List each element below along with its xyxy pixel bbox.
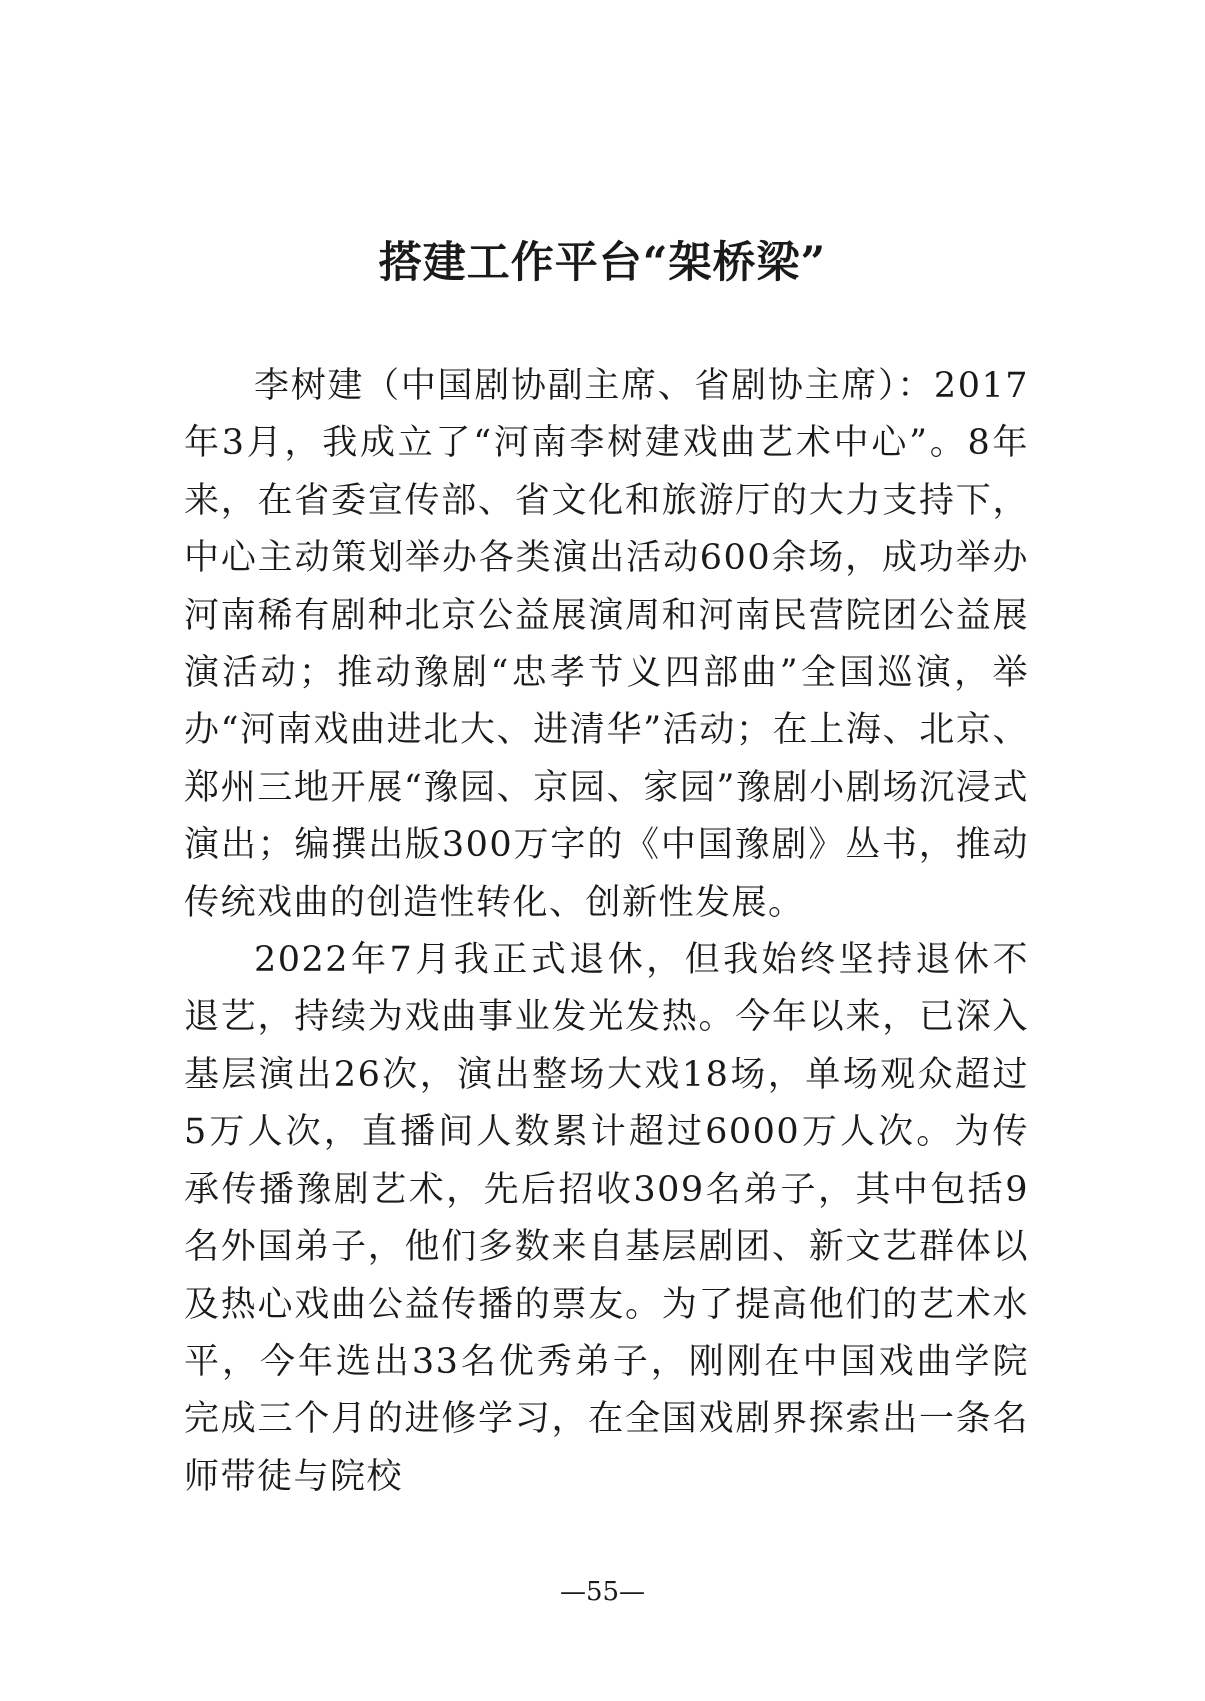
paragraph: 2022年7月我正式退休，但我始终坚持退休不退艺，持续为戏曲事业发光发热。今年以来，已深入基层演出26次，演出整场大戏18场，单场观众超过5万人次，直播间人数累计超过6000万人次。为传承传播豫剧艺术，先后招收309名弟子，其中包括9名外国弟子，他们多数来自基层剧团、新文艺群体以及热心戏曲公益传播的票友。为了提高他们的艺术水平，今年选出33名优秀弟子，刚刚在中国戏曲学院完成三个月的进修学习，在全国戏剧界探索出一条名师带徒与院校 <box>184 940 1029 1497</box>
article-title: 搭建工作平台“架桥梁” <box>378 238 827 288</box>
page-number: —55— <box>559 1577 646 1607</box>
article-body <box>184 358 1029 1506</box>
paragraph: 李树建（中国剧协副主席、省剧协主席）：2017年3月，我成立了“河南李树建戏曲艺术中心”。8年来，在省委宣传部、省文化和旅游厅的大力支持下，中心主动策划举办各类演出活动600余场，成功举办河南稀有剧种北京公益展演周和河南民营院团公益展演活动；推动豫剧“忠孝节义四部曲”全国巡演，举办“河南戏曲进北大、进清华”活动；在上海、北京、郑州三地开展“豫园、京园、家园”豫剧小剧场沉浸式演出；编撰出版300万字的《中国豫剧》丛书，推动传统戏曲的创造性转化、创新性发展。 <box>184 366 1029 923</box>
